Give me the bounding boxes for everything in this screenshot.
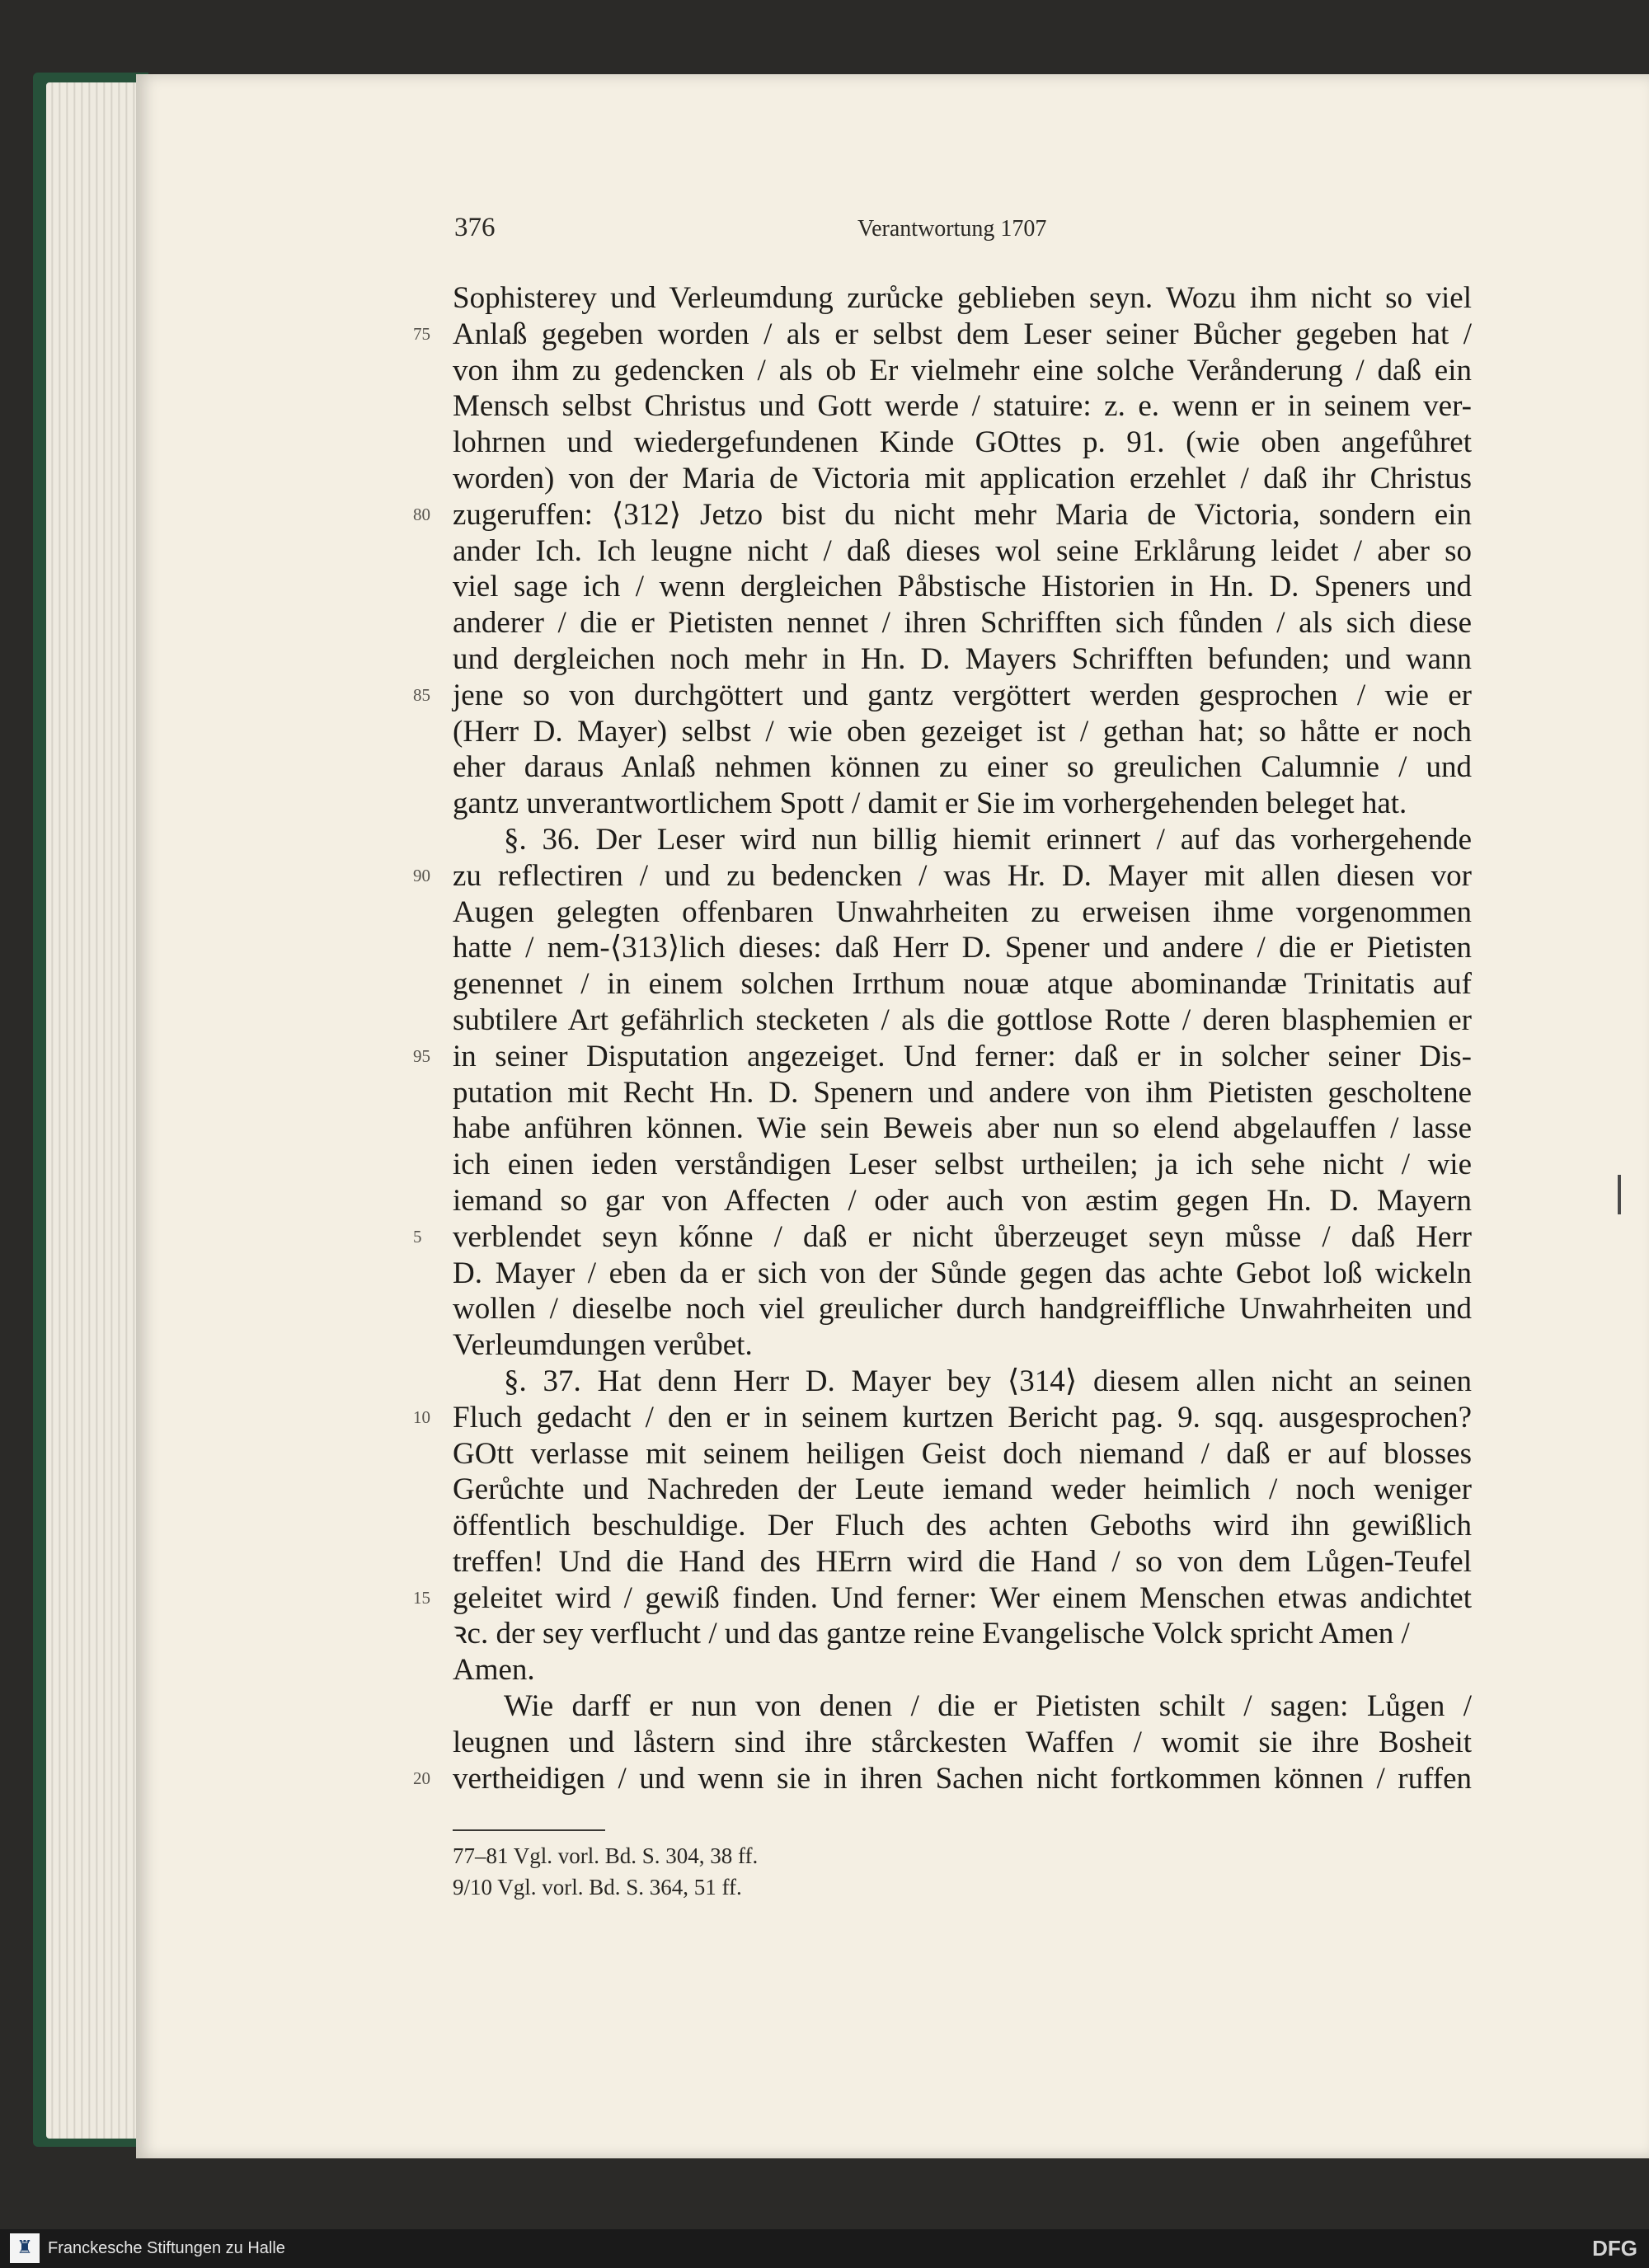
footnote: 77–81 Vgl. vorl. Bd. S. 304, 38 ff.	[453, 1843, 759, 1868]
line-text: putation mit Recht Hn. D. Spenern und andere von ihm Pietisten gescholtene	[453, 1075, 1472, 1110]
line-text: verblendet seyn kőnne / daß er nicht ůberzeuget seyn můsse / daß Herr	[453, 1219, 1472, 1254]
text-line	[453, 353, 1472, 389]
line-number: 90	[413, 865, 430, 885]
text-line	[453, 1364, 1472, 1400]
text-line	[453, 1327, 1472, 1364]
line-number: 15	[413, 1587, 430, 1608]
text-line	[453, 966, 1472, 1003]
text-line	[453, 1544, 1472, 1580]
footnote-rule	[453, 1829, 605, 1831]
line-number: 5	[413, 1226, 422, 1247]
line-text: §. 36. Der Leser wird nun billig hiemit erinnert / auf das vorhergehende	[504, 822, 1472, 857]
line-text: Wie darff er nun von denen / die er Pietisten schilt / sagen: Lůgen /	[504, 1689, 1472, 1724]
running-title: Verantwortung 1707	[857, 216, 1047, 242]
line-text: Augen gelegten offenbaren Unwahrheiten zu erweisen ihme vorgenommen	[453, 895, 1472, 929]
footnotes	[453, 1840, 758, 1903]
text-line	[413, 1219, 1472, 1256]
text-line	[413, 1400, 1472, 1436]
text-line	[453, 1472, 1472, 1508]
line-text: viel sage ich / wenn dergleichen Påbstische Historien in Hn. D. Speners und	[453, 570, 1472, 604]
text-line	[453, 1183, 1472, 1219]
viewer-footer	[0, 2229, 1649, 2268]
line-text: habe anführen können. Wie sein Beweis aber nun so elend abgelauffen / lasse	[453, 1111, 1472, 1146]
text-line	[453, 895, 1472, 931]
page-number: 376	[454, 213, 496, 242]
text-line	[453, 1508, 1472, 1544]
text-line	[453, 1652, 1472, 1688]
line-text: Sophisterey und Verleumdung zurůcke geblieben seyn. Wozu ihm nicht so viel	[453, 281, 1472, 315]
line-text: Amen.	[453, 1653, 535, 1688]
text-line	[453, 714, 1472, 750]
line-text: von ihm zu gedencken / als ob Er vielmehr eine solche Verånderung / daß ein	[453, 353, 1472, 387]
line-text: zu reflectiren / und zu bedencken / was Hr. D. Mayer mit allen diesen vor	[453, 858, 1472, 893]
institution-name: Franckesche Stiftungen zu Halle	[48, 2239, 285, 2257]
line-text: D. Mayer / eben da er sich von der Sůnde gegen das achte Gebot loß wickeln	[453, 1256, 1472, 1290]
text-line	[453, 930, 1472, 966]
text-line	[453, 461, 1472, 497]
line-number: 85	[413, 684, 430, 705]
text-line	[453, 1003, 1472, 1039]
text-line	[453, 1436, 1472, 1472]
text-line	[453, 641, 1472, 678]
line-text: worden) von der Maria de Victoria mit application erzehlet / daß ihr Christus	[453, 461, 1472, 495]
line-text: hatte / nem-⟨313⟩lich dieses: daß Herr D. Spener und andere / die er Pietisten	[453, 931, 1472, 965]
text-line	[453, 1688, 1472, 1725]
line-number: 75	[413, 323, 430, 344]
dfg-logo: DFG	[1592, 2236, 1637, 2261]
footnote: 9/10 Vgl. vorl. Bd. S. 364, 51 ff.	[453, 1875, 742, 1899]
line-text: §. 37. Hat denn Herr D. Mayer bey ⟨314⟩ diesem allen nicht an seinen	[504, 1364, 1472, 1398]
line-text: Anlaß gegeben worden / als er selbst dem Leser seiner Bůcher gegeben hat /	[453, 317, 1472, 351]
text-line	[453, 1616, 1472, 1652]
line-text: und dergleichen noch mehr in Hn. D. Mayers Schrifften befunden; und wann	[453, 641, 1472, 676]
line-number: 20	[413, 1768, 430, 1788]
scan-mark	[1618, 1175, 1621, 1214]
text-line	[413, 317, 1472, 353]
body-text	[413, 280, 1472, 1796]
text-line	[453, 786, 1472, 822]
line-text: Verleumdungen verůbet.	[453, 1328, 753, 1363]
line-text: ander Ich. Ich leugne nicht / daß dieses wol seine Erklårung leidet / aber so	[453, 533, 1472, 568]
line-text: geleitet wird / gewiß finden. Und ferner: Wer einem Menschen etwas andichtet	[453, 1580, 1472, 1615]
line-text: Fluch gedacht / den er in seinem kurtzen Bericht pag. 9. sqq. ausgesprochen?	[453, 1400, 1472, 1435]
text-line	[413, 678, 1472, 714]
text-line	[453, 569, 1472, 605]
text-line	[453, 1256, 1472, 1292]
text-line	[453, 1075, 1472, 1111]
line-text: iemand so gar von Affecten / oder auch von æstim gegen Hn. D. Mayern	[453, 1183, 1472, 1218]
text-line	[453, 425, 1472, 461]
line-number: 10	[413, 1406, 430, 1427]
text-line	[453, 1147, 1472, 1183]
line-number: 95	[413, 1045, 430, 1066]
text-line	[453, 388, 1472, 425]
line-text: gantz unverantwortlichem Spott / damit er Sie im vorhergehenden beleget hat.	[453, 787, 1407, 821]
text-line	[413, 1580, 1472, 1617]
text-line	[413, 858, 1472, 895]
foundation-crest-icon: ♜	[10, 2233, 40, 2263]
line-text: Mensch selbst Christus und Gott werde / statuire: z. e. wenn er in seinem ver-	[453, 389, 1472, 424]
text-line	[453, 605, 1472, 641]
line-text: lohrnen und wiedergefundenen Kinde GOttes p. 91. (wie oben angefůhret	[453, 425, 1472, 460]
line-text: GOtt verlasse mit seinem heiligen Geist doch niemand / daß er auf blosses	[453, 1436, 1472, 1471]
line-text: subtilere Art gefährlich stecketen / als die gottlose Rotte / deren blasphemien er	[453, 1003, 1472, 1037]
line-text: Gerůchte und Nachreden der Leute iemand weder heimlich / noch weniger	[453, 1472, 1472, 1507]
line-text: (Herr D. Mayer) selbst / wie oben gezeiget ist / gethan hat; so håtte er noch	[453, 714, 1472, 749]
text-line	[413, 1039, 1472, 1075]
line-text: eher daraus Anlaß nehmen können zu einer so greulichen Calumnie / und	[453, 750, 1472, 785]
text-line	[413, 497, 1472, 533]
line-text: wollen / dieselbe noch viel greulicher durch handgreiffliche Unwahrheiten und	[453, 1292, 1472, 1327]
line-text: öffentlich beschuldige. Der Fluch des achten Geboths wird ihn gewißlich	[453, 1509, 1472, 1543]
line-text: ꝛc. der sey verflucht / und das gantze reine Evangelische Volck spricht Amen /	[453, 1617, 1410, 1651]
text-line	[453, 533, 1472, 570]
text-line	[453, 749, 1472, 786]
line-text: treffen! Und die Hand des HErrn wird die Hand / so von dem Lůgen-Teufel	[453, 1544, 1472, 1579]
line-text: ich einen ieden verståndigen Leser selbst urtheilen; ja ich sehe nicht / wie	[453, 1148, 1472, 1182]
line-text: vertheidigen / und wenn sie in ihren Sachen nicht fortkommen können / ruffen	[453, 1761, 1472, 1796]
text-line	[453, 280, 1472, 317]
line-text: in seiner Disputation angezeiget. Und ferner: daß er in solcher seiner Dis-	[453, 1039, 1472, 1073]
line-text: leugnen und låstern sind ihre stårckesten Waffen / womit sie ihre Bosheit	[453, 1725, 1472, 1759]
text-line	[453, 822, 1472, 858]
line-text: genennet / in einem solchen Irrthum nouæ atque abominandæ Trinitatis auf	[453, 967, 1472, 1002]
line-text: anderer / die er Pietisten nennet / ihren Schrifften sich fůnden / als sich diese	[453, 606, 1472, 641]
text-line	[453, 1111, 1472, 1147]
text-line	[413, 1761, 1472, 1797]
line-number: 80	[413, 504, 430, 524]
text-line	[453, 1291, 1472, 1327]
line-text: jene so von durchgöttert und gantz vergöttert werden gesprochen / wie er	[453, 678, 1472, 712]
line-text: zugeruffen: ⟨312⟩ Jetzo bist du nicht mehr Maria de Victoria, sondern ein	[453, 497, 1472, 532]
text-line	[453, 1725, 1472, 1761]
